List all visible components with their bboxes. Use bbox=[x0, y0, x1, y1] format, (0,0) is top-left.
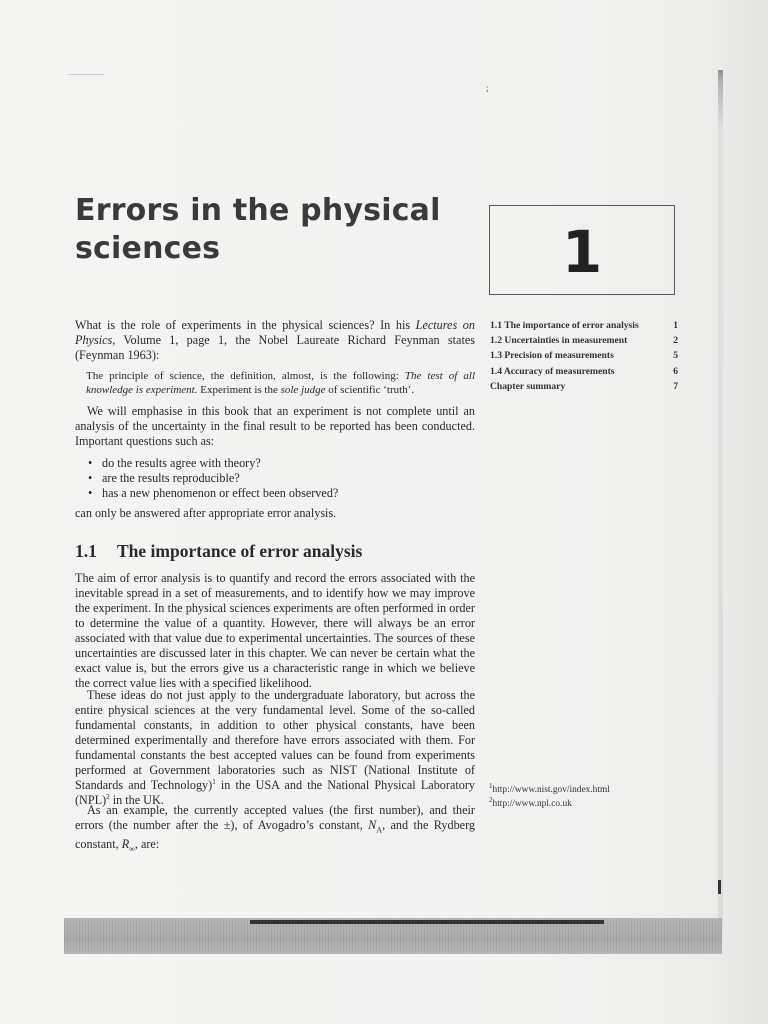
section-title: The importance of error analysis bbox=[117, 541, 363, 561]
intro-paragraph-3: can only be answered after appropriate error analysis. bbox=[75, 506, 337, 520]
header-rule bbox=[68, 74, 104, 75]
toc-entry: Chapter summary 7 bbox=[490, 380, 678, 392]
page-edge-shadow bbox=[718, 70, 723, 930]
toc-entry: 1.4 Accuracy of measurements 6 bbox=[490, 365, 678, 377]
section-paragraph-3: As an example, the currently accepted values (the first number), and their errors (the number after the ±), of Avogadro’s constant, $N_A$, and the Rydberg constant, $R_\infty$, are: bbox=[75, 803, 475, 854]
chapter-title: Errors in the physical sciences bbox=[75, 193, 441, 266]
intro-paragraph: What is the role of experiments in the physical sciences? In his Lectures on Physics, Volume 1, page 1, the Nobel Laureate Richard Feynman states (Feynman 1963): bbox=[75, 318, 475, 362]
list-item: • has a new phenomenon or effect been observed? bbox=[88, 486, 338, 501]
section-paragraph-2: These ideas do not just apply to the undergraduate laboratory, but across the entire physical sciences at the very fundamental level. Some of the so-called fundamental constants, in addition to other physical constants, have been determined experimentally and therefore have errors associated with them. For fundamental constants the best accepted values can be found from experiments performed at Government laboratories such as NIST (National Institute of Standards and Technology)$^1$ in the USA and the National Physical Laboratory (NPL)$^2$ in the UK. bbox=[75, 688, 475, 807]
section-number: 1.1 bbox=[75, 541, 97, 561]
chapter-contents bbox=[490, 318, 678, 394]
question-list bbox=[88, 456, 338, 501]
section-paragraph-1: The aim of error analysis is to quantify and record the errors associated with the inevitable spread in a set of measurements, and to identify how we may improve the experiment. In the physical sciences experiments are often performed in order to determine the value of a quantity. However, there will always be an error associated with that value due to experimental uncertainties. The sources of these uncertainties are discussed later in this chapter. We can never be certain what the exact value is, but the errors give us a characteristic range in which we believe the correct value lies with a specified likelihood. bbox=[75, 571, 475, 690]
scan-edge-mark bbox=[718, 880, 721, 894]
list-item: • do the results agree with theory? bbox=[88, 456, 338, 471]
scan-speck: ; bbox=[486, 83, 489, 93]
scan-bottom-line bbox=[250, 920, 604, 924]
feynman-quote: The principle of science, the definition, almost, is the following: The test of all knowledge is experiment. Experiment is the sole judge of scientific ‘truth’. bbox=[86, 370, 476, 396]
chapter-number: 1 bbox=[561, 218, 603, 286]
chapter-number-box bbox=[489, 205, 675, 295]
footnote: $^2$http://www.npl.co.uk bbox=[489, 795, 572, 809]
footnote: $^1$http://www.nist.gov/index.html bbox=[489, 781, 610, 795]
toc-entry: 1.1 The importance of error analysis 1 bbox=[490, 320, 678, 331]
toc-entry: 1.2 Uncertainties in measurement 2 bbox=[490, 335, 678, 347]
toc-entry: 1.3 Precision of measurements 5 bbox=[490, 350, 678, 362]
list-item: • are the results reproducible? bbox=[88, 471, 338, 486]
margin-footnotes bbox=[489, 783, 610, 811]
intro-paragraph-2: We will emphasise in this book that an experiment is not complete until an analysis of the uncertainty in the final result to be reported has been conducted. Important questions such as: bbox=[75, 404, 475, 448]
